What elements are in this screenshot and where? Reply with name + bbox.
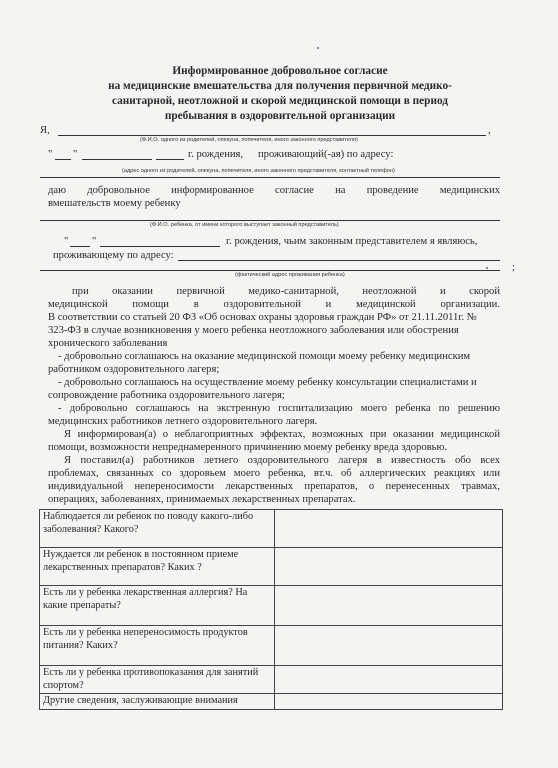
- health-questions-table: [39, 509, 503, 710]
- child-name-field[interactable]: [40, 220, 500, 221]
- table-row: [40, 510, 503, 548]
- answer-cell[interactable]: [275, 626, 503, 666]
- i-label: Я,: [40, 125, 50, 136]
- form-subtitle-line-2: санитарной, неотложной и скорой медицинской помощи в период: [112, 95, 448, 107]
- body-p1-line-2: медицинской помощи в оздоровительной и медицинской организации.: [48, 299, 500, 310]
- form-title: Информированное добровольное согласие: [172, 65, 388, 77]
- consent-line-2: вмешательств моему ребенку: [48, 198, 181, 209]
- bullet-2-line-1: - добровольно соглашаюсь на осуществление моему ребенку консультации специалистами и: [58, 377, 477, 388]
- child-address-field[interactable]: [178, 260, 500, 261]
- child-name-caption: (Ф.И.О. ребенка, от имени которого выступает законный представитель): [150, 222, 339, 228]
- child-address-field-2[interactable]: [40, 270, 500, 271]
- child-quote-open: ": [64, 236, 69, 247]
- body-p3-line-3: индивидуальной непереносимости лекарственных препаратов, о перенесенных травмах,: [48, 481, 500, 492]
- parent-name-caption: (Ф.И.О. одного из родителей, опекуна, попечителя, иного законного представителя): [140, 137, 358, 143]
- answer-cell[interactable]: [275, 666, 503, 694]
- parent-name-field[interactable]: [58, 135, 486, 136]
- body-p2-line-2: помощи, возможности непреднамеренного причинению моему ребенку вреда здоровью.: [48, 442, 448, 453]
- child-birth-month-year-field[interactable]: [100, 246, 220, 247]
- question-cell: Есть ли у ребенка лекарственная аллергия? На какие препараты?: [40, 586, 275, 626]
- parent-address-field[interactable]: [40, 177, 500, 178]
- body-p3-line-4: операциях, заболеваниях, принимаемых лекарственных препаратах.: [48, 494, 356, 505]
- answer-cell[interactable]: [275, 586, 503, 626]
- table-row: [40, 586, 503, 626]
- question-cell: Другие сведения, заслуживающие внимания: [40, 694, 275, 710]
- child-quote-close: ": [92, 236, 97, 247]
- table-row: [40, 626, 503, 666]
- child-residing-label: проживающему по адресу:: [53, 250, 174, 261]
- bullet-3-line-1: - добровольно соглашаюсь на экстренную госпитализацию моего ребенка по решению: [58, 403, 500, 414]
- child-address-caption: (фактический адрес проживания ребенка): [235, 272, 345, 278]
- question-cell: Нуждается ли ребенок в постоянном приеме лекарственных препаратов? Каких ?: [40, 548, 275, 586]
- parent-address-caption: (адрес одного из родителей, опекуна, попечителя, иного законного представителя, контактный телефон): [122, 168, 395, 174]
- body-p3-line-1: Я поставил(а) работников летнего оздоровительного лагеря в известность обо всех: [64, 455, 500, 466]
- body-p1-line-3: В соответствии со статьей 20 ФЗ «Об основах охраны здоровья граждан РФ» от 21.11.2011г. №: [48, 312, 477, 323]
- parent-residing-label: проживающий(-ая) по адресу:: [258, 149, 394, 160]
- body-p1-line-4: 323-ФЗ в случае возникновения у моего ребенка неотложного заболевания или обострения: [48, 325, 459, 336]
- scan-speck: [317, 47, 319, 49]
- question-cell: Есть ли у ребенка непереносимость продуктов питания? Каких?: [40, 626, 275, 666]
- question-cell: Есть ли у ребенка противопоказания для занятий спортом?: [40, 666, 275, 694]
- form-subtitle-line-1: на медицинские вмешательства для получения первичной медико-: [108, 80, 452, 92]
- parent-birth-label: г. рождения,: [188, 149, 244, 160]
- bullet-3-line-2: медицинских работников летнего оздоровительного лагеря.: [48, 416, 318, 427]
- body-p3-line-2: проблемах, связанных со здоровьем моего ребенка, вт.ч. об аллергических реакциях или: [48, 468, 500, 479]
- parent-birth-month-field[interactable]: [82, 159, 152, 160]
- table-row: [40, 548, 503, 586]
- bullet-2-line-2: сопровождение работника оздоровительного лагеря;: [48, 390, 285, 401]
- form-subtitle-line-3: пребывания в оздоровительной организации: [164, 110, 396, 122]
- table-row: [40, 666, 503, 694]
- bullet-1-line-2: работником оздоровительного лагеря;: [48, 364, 220, 375]
- quote-close: ": [73, 149, 78, 160]
- consent-form-page: Информированное добровольное согласие на медицинские вмешательства для получения первичной медико- санитарной, неотложной и скорой медицинской помощи в период пребывания в оздоровительной организации Я, , (Ф.И.О. одного из родителей, опекуна, попечителя, иного законного представителя) " " г. рождения, проживающий(-ая) по адресу: (адрес одного из родителей, опекуна, попечителя, иного законного представителя, контактный телефон) даю добровольное информированное согласие на проведение медицинских вмешательств моему ребенку (Ф.И.О. ребенка, от имени которого выступает законный представитель) " " г. рождения, чьим законным представителем я являюсь, проживающему по адресу: ; (фактический адрес проживания ребенка) при оказании первичной медико-санитарной, неотложной и скорой медицинской помощи в оздоровительной и медицинской организации. В соответствии со статьей 20 ФЗ «Об основах охраны здоровья граждан РФ» от 21.11.2011г. № 323-ФЗ в случае возникновения у моего ребенка неотложного заболевания или обострения хронического заболевания - добровольно соглашаюсь на оказание медицинской помощи моему ребенку медицинским работником оздоровительного лагеря; - добровольно соглашаюсь на осуществление моему ребенку консультации специалистами и сопровождение работника оздоровительного лагеря; - добровольно соглашаюсь на экстренную госпитализацию моего ребенка по решению медицинских работников летнего оздоровительного лагеря. Я информирован(а) о неблагоприятных эффектах, возможных при оказании медицинской помощи, возможности непреднамеренного причинению моему ребенку вреда здоровью. Я поставил(а) работников летнего оздоровительного лагеря в известность обо всех проблемах, связанных со здоровьем моего ребенка, вт.ч. об аллергических реакциях или индивидуальной непереносимости лекарственных препаратов, о перенесенных травмах, операциях, заболеваниях, принимаемых лекарственных препаратах. Наблюдается ли ребенок по поводу какого-либо заболевания? Какого? Нуждается ли ребенок в постоянном приеме лекарственных препаратов? Каких ? Есть ли у ребенка лекарственная аллергия? На какие препараты? Есть ли у ребенка непереносимость продуктов питания? Каких? Есть ли у ребенка противопоказания для занятий спортом? Другие сведения, заслуживающие внимания: [0, 0, 558, 768]
- quote-open: ": [48, 149, 53, 160]
- body-p1-line-1: при оказании первичной медико-санитарной, неотложной и скорой: [72, 286, 500, 297]
- bullet-1-line-1: - добровольно соглашаюсь на оказание медицинской помощи моему ребенку медицинским: [58, 351, 471, 362]
- question-cell: Наблюдается ли ребенок по поводу какого-либо заболевания? Какого?: [40, 510, 275, 548]
- answer-cell[interactable]: [275, 694, 503, 710]
- body-p2-line-1: Я информирован(а) о неблагоприятных эффектах, возможных при оказании медицинской: [64, 429, 500, 440]
- body-p1-line-5: хронического заболевания: [48, 338, 168, 349]
- answer-cell[interactable]: [275, 510, 503, 548]
- table-row: [40, 694, 503, 710]
- scan-speck: [486, 267, 488, 269]
- answer-cell[interactable]: [275, 548, 503, 586]
- consent-line-1: даю добровольное информированное согласие на проведение медицинских: [48, 185, 500, 196]
- child-birth-day-field[interactable]: [70, 246, 90, 247]
- child-birth-label: г. рождения, чьим законным представителем я являюсь,: [226, 236, 478, 247]
- parent-birth-year-field[interactable]: [156, 159, 184, 160]
- parent-birth-day-field[interactable]: [55, 159, 71, 160]
